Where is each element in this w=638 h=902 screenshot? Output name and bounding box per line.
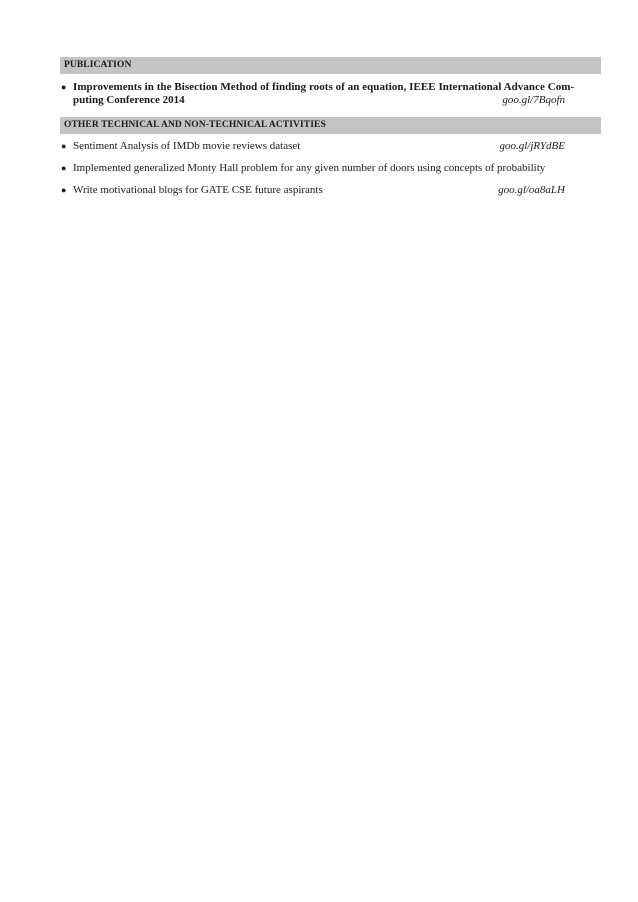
activity-link[interactable]: goo.gl/oa8aLH	[498, 184, 565, 196]
publication-link[interactable]: goo.gl/7Bqofn	[502, 94, 565, 106]
list-item-activity	[60, 162, 601, 184]
list-item-activity	[60, 184, 601, 206]
publication-title-line1: Improvements in the Bisection Method of finding roots of an equation, IEEE International Advance Com-	[73, 81, 575, 93]
publication-list	[60, 81, 601, 111]
section-heading-publication: PUBLICATION	[60, 57, 601, 74]
bullet-icon: ●	[61, 82, 67, 92]
activity-text: Write motivational blogs for GATE CSE future aspirants	[73, 184, 323, 196]
list-item-publication	[60, 81, 601, 107]
resume-page	[60, 57, 601, 206]
list-item-activity	[60, 140, 601, 162]
bullet-icon: ●	[61, 141, 67, 151]
section-heading-activities: OTHER TECHNICAL AND NON-TECHNICAL ACTIVITIES	[60, 117, 601, 134]
bullet-icon: ●	[61, 163, 67, 173]
activity-link[interactable]: goo.gl/jRYdBE	[499, 140, 565, 152]
activity-text: Implemented generalized Monty Hall problem for any given number of doors using concepts of probability	[73, 162, 546, 174]
activities-list	[60, 140, 601, 206]
publication-title-line2: puting Conference 2014	[73, 94, 185, 106]
activity-text: Sentiment Analysis of IMDb movie reviews dataset	[73, 140, 301, 152]
bullet-icon: ●	[61, 185, 67, 195]
